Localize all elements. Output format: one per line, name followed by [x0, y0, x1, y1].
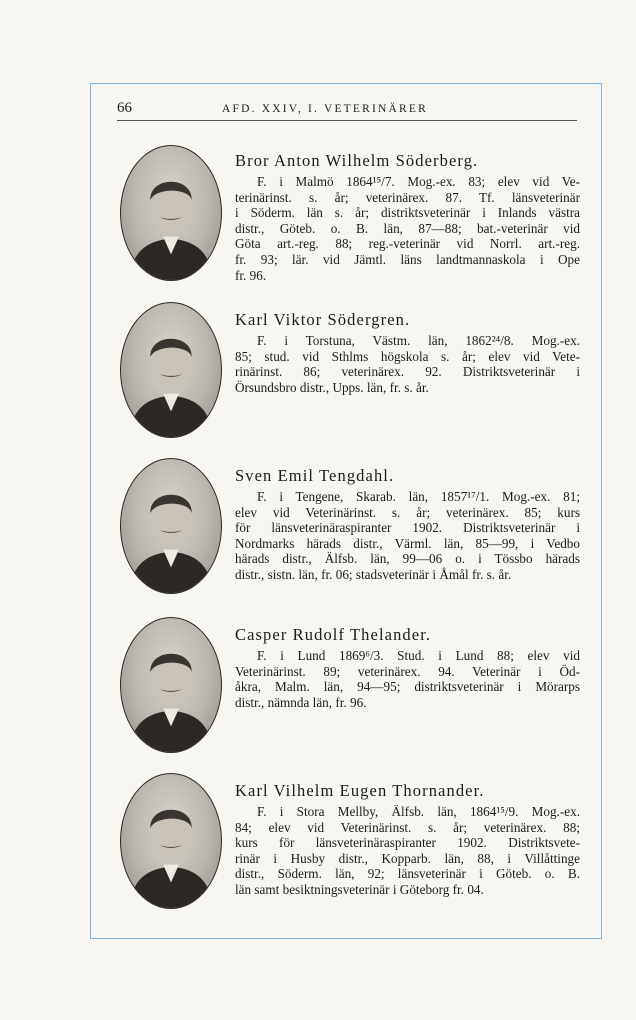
biography-line: F. i Tengene, Skarab. län, 1857¹⁷/1. Mog.-ex. 81; [257, 489, 580, 504]
person-name: Sven Emil Tengdahl. [235, 466, 395, 485]
page-header [117, 100, 577, 121]
person-name: Karl Vilhelm Eugen Thornander. [235, 781, 485, 800]
biography-line: rinär i Husby distr., Kopparb. län, 88, i Villåttinge [235, 850, 580, 866]
biography-line: elev vid Veterinärinst. s. år; veterinärex. 85; kurs [235, 504, 580, 520]
person-name: Bror Anton Wilhelm Söderberg. [235, 151, 479, 170]
portrait-photo [120, 145, 222, 281]
portrait-photo [120, 773, 222, 909]
biography-line: F. i Lund 1869⁶/3. Stud. i Lund 88; elev vid [257, 648, 580, 663]
person-name: Karl Viktor Södergren. [235, 310, 411, 329]
portrait-photo [120, 617, 222, 753]
biography-line: Veterinärinst. 89; veterinärex. 94. Veterinär i Öd- [235, 663, 580, 679]
biography-line: distr., Göteb. o. B. län, 87—88; bat.-veterinär vid [235, 220, 580, 236]
biography-line: fr. 93; lär. vid Jämtl. läns landtmannaskola i Ope [235, 251, 580, 267]
biography-line: kurs för länsveterinäraspiranter 1902. Distriktsvete- [235, 835, 580, 851]
biography-line: F. i Stora Mellby, Älfsb. län, 1864¹⁵/9. Mog.-ex. [257, 804, 580, 819]
biography-line: distr., Söderm. län, 92; länsveterinär i Göteb. o. B. [235, 866, 580, 882]
biography-line: åkra, Malm. län, 94—95; distriktsveterinär i Mörarps [235, 679, 580, 695]
entry-text [235, 466, 580, 583]
biography-line: rinärinst. 86; veterinärex. 92. Distriktsveterinär i [235, 364, 580, 380]
entry-text [235, 625, 580, 710]
biography-line: Göta art.-reg. 88; reg.-veterinär vid Norrl. art.-reg. [235, 236, 580, 252]
entry-text [235, 781, 580, 898]
biography-line: F. i Torstuna, Västm. län, 1862²⁴/8. Mog.-ex. [257, 333, 580, 348]
biography-line: i Söderm. län s. år; distriktsveterinär i Inlands västra [235, 205, 580, 221]
biography-line: distr., nämnda län, fr. 96. [235, 694, 367, 710]
biography-line: Örsundsbro distr., Upps. län, fr. s. år. [235, 379, 429, 395]
entry-text [235, 310, 580, 395]
biography-line: fr. 96. [235, 267, 267, 283]
portrait-photo [120, 458, 222, 594]
biography-line: län samt besiktningsveterinär i Göteborg fr. 04. [235, 881, 484, 897]
portrait-photo [120, 302, 222, 438]
biography-line: terinärinst. s. år; veterinärex. 87. Tf. länsveterinär [235, 189, 580, 205]
entry-text [235, 151, 580, 283]
biography-line: härads distr., Älfsb. län, 99—06 o. i Tössbo härads [235, 551, 580, 567]
running-head: AFD. XXIV, I. VETERINÄRER [222, 103, 428, 115]
biography-line: för länsveterinäraspiranter 1902. Distriktsveterinär i [235, 520, 580, 536]
biography-line: F. i Malmö 1864¹⁵/7. Mog.-ex. 83; elev vid Ve- [257, 174, 580, 189]
biography-line: 85; stud. vid Sthlms högskola s. år; elev vid Vete- [235, 348, 580, 364]
biography-line: 84; elev vid Veterinärinst. s. år; veterinärex. 88; [235, 819, 580, 835]
person-name: Casper Rudolf Thelander. [235, 625, 432, 644]
biography-line: Nordmarks härads distr., Värml. län, 85—99, i Vedbo [235, 535, 580, 551]
page-number: 66 [117, 100, 132, 116]
biography-line: distr., sistn. län, fr. 06; stadsveterinär i Åmål fr. s. år. [235, 566, 512, 582]
